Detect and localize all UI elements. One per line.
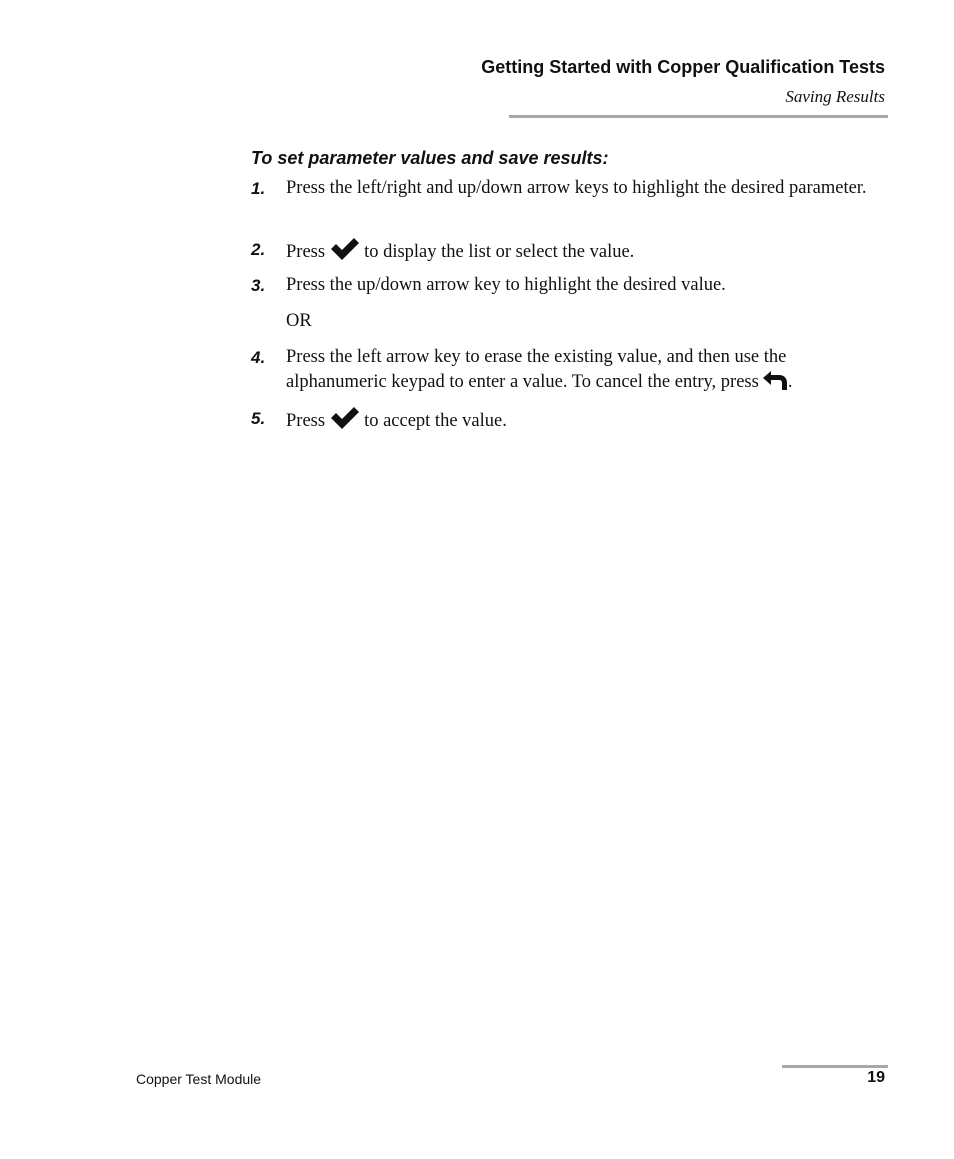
step-text: Press the left arrow key to erase the existing value, and then use the: [286, 347, 787, 367]
back-arrow-icon: [762, 371, 788, 399]
procedure-heading: To set parameter values and save results:: [251, 148, 609, 168]
footer-rule: [782, 1065, 888, 1068]
step-text: to display the list or select the value.: [364, 242, 635, 262]
step-text: Press the left/right and up/down arrow keys to highlight the desired parameter.: [286, 178, 867, 198]
checkmark-icon: [329, 406, 361, 438]
step-number: 1.: [251, 179, 266, 198]
step-number: 4.: [251, 348, 266, 367]
or-separator: OR: [286, 311, 312, 331]
step-text: Press: [286, 242, 326, 262]
checkmark-icon: [329, 237, 361, 269]
running-header-subtitle: Saving Results: [785, 87, 885, 106]
footer-document-title: Copper Test Module: [136, 1071, 262, 1087]
running-header-title: Getting Started with Copper Qualification Tests: [481, 57, 885, 77]
header-rule: [509, 115, 888, 118]
step-text-end: .: [787, 372, 793, 392]
step-number: 3.: [251, 276, 266, 295]
step-text: Press: [286, 411, 326, 431]
step-text: alphanumeric keypad to enter a value. To cancel the entry, press: [286, 372, 759, 392]
step-text: Press the up/down arrow key to highlight the desired value.: [286, 275, 726, 295]
step-number: 5.: [251, 409, 266, 428]
page-number: 19: [867, 1069, 885, 1086]
step-number: 2.: [251, 240, 266, 259]
step-text: to accept the value.: [364, 411, 507, 431]
